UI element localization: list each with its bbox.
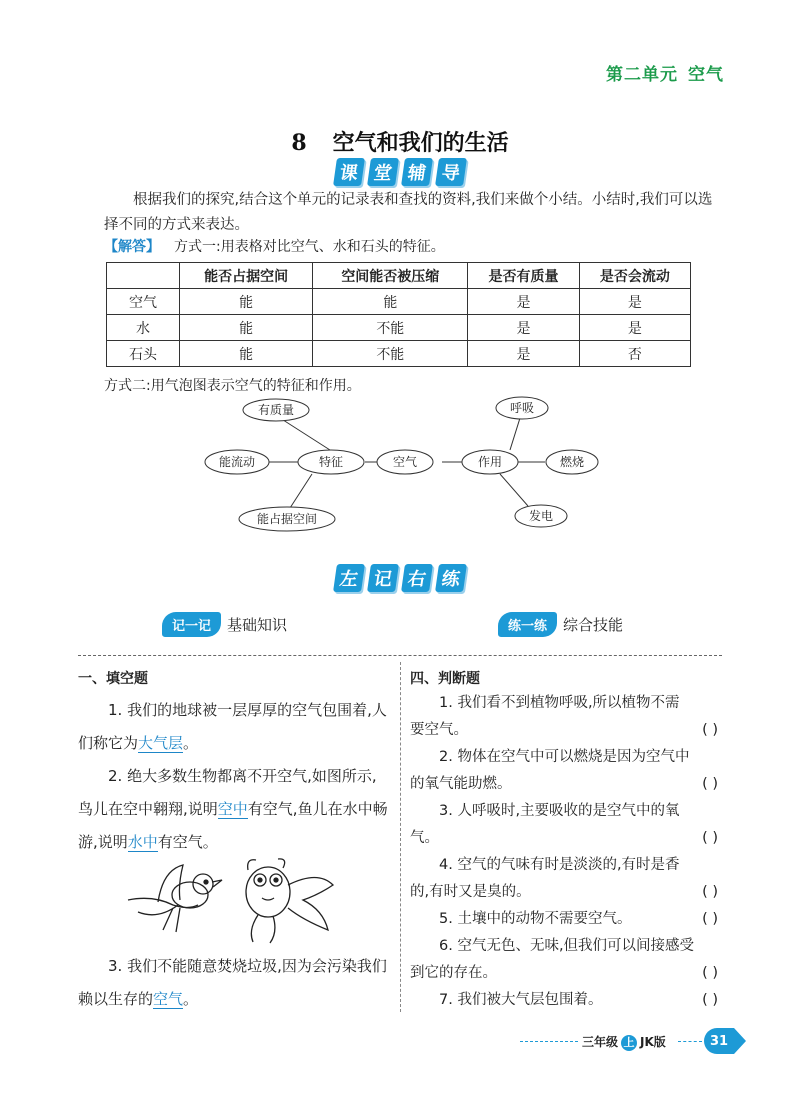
page-arrow-icon [734, 1028, 746, 1054]
table-row [107, 315, 691, 341]
pill-basic-knowledge [162, 612, 287, 637]
lesson-number: 8 [291, 130, 307, 156]
judge-text: 要空气。 [410, 722, 468, 738]
judge-item [410, 987, 722, 1014]
table-cell: 是 [579, 289, 690, 315]
connector [500, 474, 528, 506]
table-cell: 能 [313, 289, 468, 315]
table-header-row [107, 263, 691, 289]
answer-blank: 大气层 [138, 734, 184, 752]
table-header [107, 263, 180, 289]
q-text: 1. 我们的地球被一层厚厚的空气包围着,人们称它为 [78, 701, 387, 752]
table-cell: 能 [180, 341, 313, 367]
table-cell: 能 [180, 289, 313, 315]
answer-blank: 水中 [127, 833, 158, 851]
banner-classroom-guide [0, 158, 800, 186]
q-text: 。 [183, 990, 199, 1008]
connector [280, 418, 330, 450]
banner-char: 堂 [367, 158, 399, 186]
banner-char: 辅 [401, 158, 433, 186]
banner-char: 练 [435, 564, 467, 592]
lesson-title-text: 空气和我们的生活 [332, 131, 509, 156]
pill-tag: 记一记 [162, 612, 221, 637]
judge-text: 7. 我们被大气层包围着。 [439, 992, 603, 1008]
connector [510, 418, 520, 450]
bubble-label: 燃烧 [559, 455, 585, 469]
table-cell: 水 [107, 315, 180, 341]
pill-comprehensive-skills [498, 612, 623, 637]
edition-text: JK版 [640, 1035, 666, 1049]
table-cell: 是 [579, 315, 690, 341]
table-header: 空间能否被压缩 [313, 263, 468, 289]
judge-text: 3. 人呼吸时,主要吸收的是空气中的氧 [439, 803, 680, 819]
page-number: 31 [704, 1028, 734, 1054]
judge-text: 4. 空气的气味有时是淡淡的,有时是香 [439, 857, 680, 873]
q-text: 2. 绝大多数生物都离不开空气,如图所示,鸟儿在空中翱翔,说明 [78, 767, 377, 818]
judge-text: 到它的存在。 [410, 965, 497, 981]
judge-item [410, 744, 722, 798]
judge-list [410, 690, 722, 1014]
lesson-title [0, 126, 800, 157]
table-cell: 不能 [313, 341, 468, 367]
answer-paren[interactable]: ( ) [702, 965, 718, 981]
bubble-label: 呼吸 [509, 401, 535, 415]
banner-char: 记 [367, 564, 399, 592]
column-divider [400, 662, 401, 1012]
answer-paren[interactable]: ( ) [702, 992, 718, 1008]
table-row [107, 341, 691, 367]
judge-item [410, 852, 722, 906]
term-badge: 上 [621, 1035, 637, 1051]
q-text: 有空气。 [157, 833, 218, 851]
grade-text: 三年级 [582, 1035, 619, 1049]
judge-text: 2. 物体在空气中可以燃烧是因为空气中 [439, 749, 690, 765]
footer-dash-left [520, 1041, 578, 1042]
table-cell: 是 [468, 289, 579, 315]
bubble-label: 有质量 [257, 403, 295, 417]
banner-char: 课 [333, 158, 365, 186]
method1-text: 方式一:用表格对比空气、水和石头的特征。 [174, 239, 445, 255]
fill-heading: 一、填空题 [78, 671, 148, 687]
banner-char: 导 [435, 158, 467, 186]
bird-drawing [128, 865, 222, 932]
bubble-label: 发电 [528, 509, 554, 523]
judge-text: 1. 我们看不到植物呼吸,所以植物不需 [439, 695, 680, 711]
fill-question-1 [78, 694, 390, 760]
bubble-diagram [0, 390, 800, 540]
judge-text: 的氧气能助燃。 [410, 776, 512, 792]
table-header: 是否有质量 [468, 263, 579, 289]
judge-text: 气。 [410, 830, 439, 846]
judge-heading: 四、判断题 [410, 671, 480, 687]
banner-left-right [0, 564, 800, 592]
bubble-label: 能流动 [218, 455, 256, 469]
table-cell: 空气 [107, 289, 180, 315]
judge-item [410, 798, 722, 852]
answer-paren[interactable]: ( ) [702, 884, 718, 900]
fill-question-3 [78, 950, 390, 1016]
pill-tag: 练一练 [498, 612, 557, 637]
answer-line [104, 236, 445, 256]
answer-paren[interactable]: ( ) [702, 722, 718, 738]
judge-item [410, 906, 722, 933]
table-header: 能否占据空间 [180, 263, 313, 289]
answer-tag: 【解答】 [104, 239, 160, 255]
bird-fish-illustration [118, 850, 348, 945]
table-cell: 是 [468, 315, 579, 341]
answer-paren[interactable]: ( ) [702, 830, 718, 846]
table-cell: 石头 [107, 341, 180, 367]
unit-header [606, 60, 724, 85]
answer-paren[interactable]: ( ) [702, 776, 718, 792]
q-text: 。 [183, 734, 199, 752]
pill-text: 基础知识 [227, 616, 288, 634]
comparison-table [106, 262, 691, 367]
judge-text: 6. 空气无色、无味,但我们可以间接感受 [439, 938, 695, 954]
fish-drawing [246, 859, 333, 943]
bubble-label: 特征 [318, 455, 344, 469]
table-cell: 否 [579, 341, 690, 367]
section-divider [78, 655, 722, 656]
table-cell: 是 [468, 341, 579, 367]
answer-paren[interactable]: ( ) [702, 911, 718, 927]
q-text: 有空气,鱼儿在水中畅游,说明 [78, 800, 388, 851]
answer-blank: 空中 [217, 800, 248, 818]
bubble-label: 能占据空间 [256, 512, 318, 526]
banner-char: 右 [401, 564, 433, 592]
intro-paragraph: 根据我们的探究,结合这个单元的记录表和查找的资料,我们来做个小结。小结时,我们可以选择不同的方式来表达。 [104, 192, 713, 233]
answer-blank: 空气 [153, 990, 184, 1008]
table-row [107, 289, 691, 315]
banner-char: 左 [333, 564, 365, 592]
fill-question-2 [78, 760, 390, 859]
judge-text: 5. 土壤中的动物不需要空气。 [439, 911, 632, 927]
footer-dash-right [678, 1041, 702, 1042]
pill-text: 综合技能 [563, 616, 624, 634]
bubble-label: 空气 [392, 455, 418, 469]
unit-topic: 空气 [688, 65, 724, 85]
unit-label: 第二单元 [606, 65, 678, 85]
bubble-label: 作用 [477, 455, 503, 469]
table-cell: 不能 [313, 315, 468, 341]
q-text: 3. 我们不能随意焚烧垃圾,因为会污染我们赖以生存的 [78, 957, 387, 1008]
method2-text: 方式二:用气泡图表示空气的特征和作用。 [104, 378, 361, 394]
page-number-badge [704, 1028, 746, 1054]
grade-label [582, 1033, 666, 1051]
table-header: 是否会流动 [579, 263, 690, 289]
table-cell: 能 [180, 315, 313, 341]
judge-text: 的,有时又是臭的。 [410, 884, 531, 900]
judge-item [410, 933, 722, 987]
judge-item [410, 690, 722, 744]
connector [290, 474, 312, 508]
